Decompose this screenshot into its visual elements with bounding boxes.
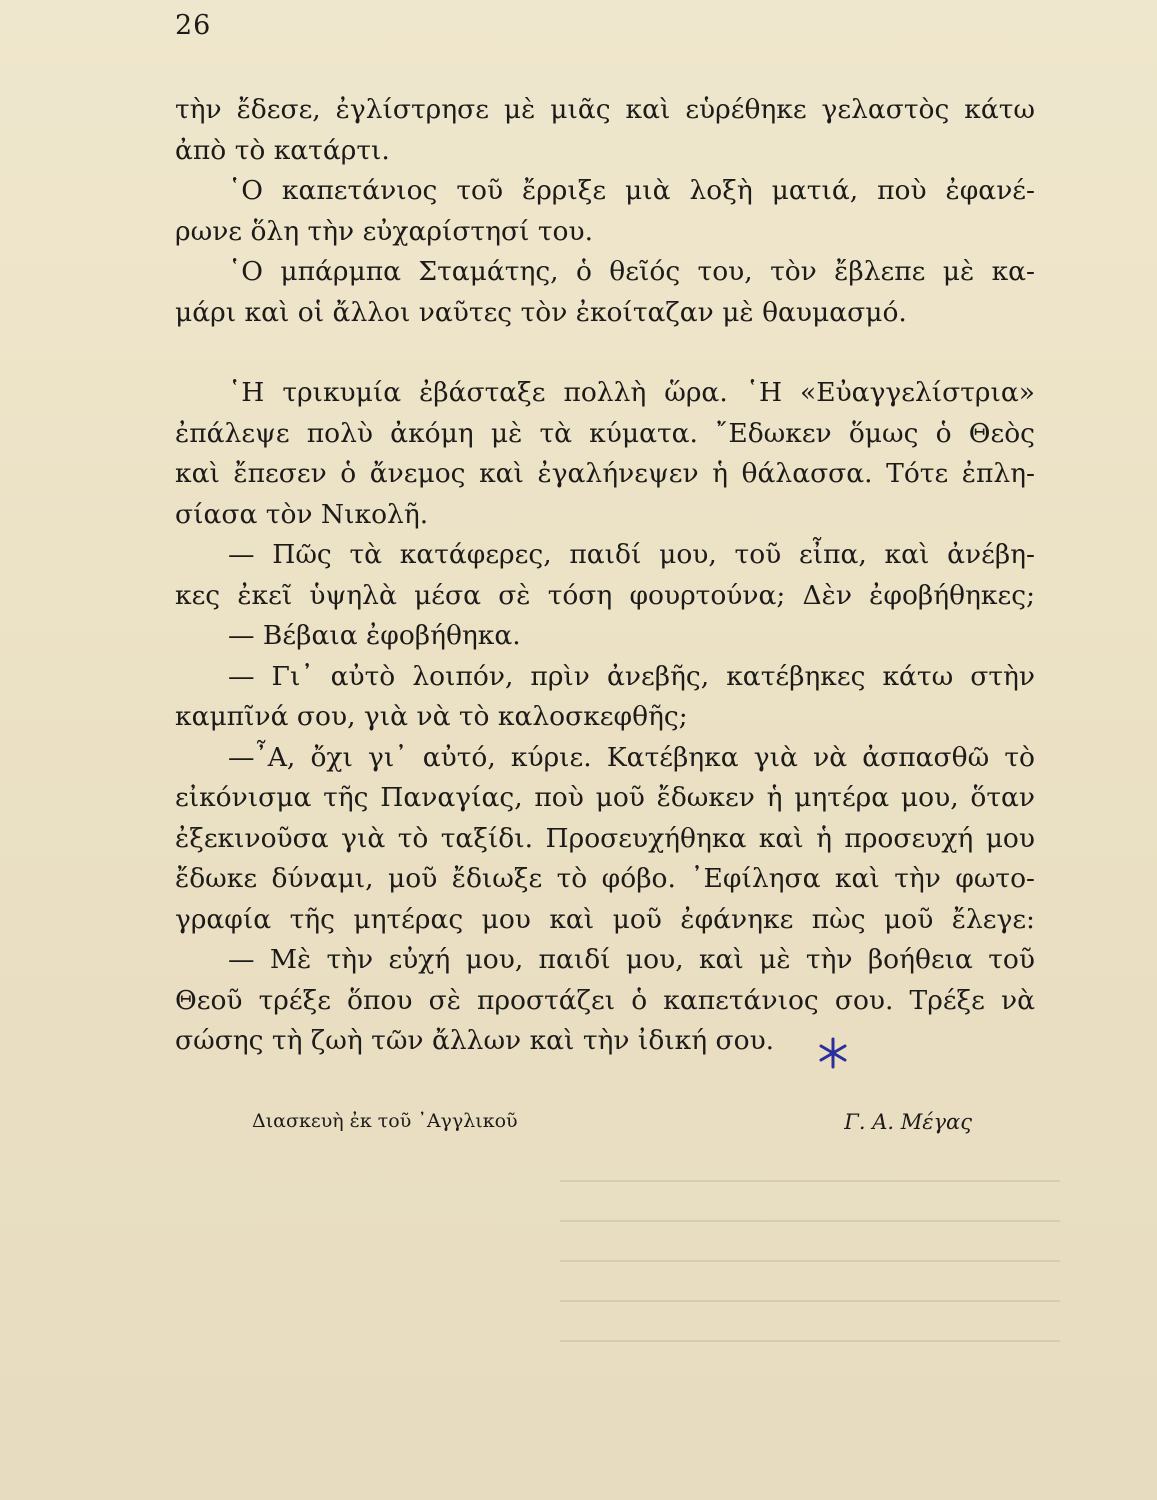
text-line: — Μὲ τὴν εὐχή μου, παιδί μου, καὶ μὲ τὴν βοήθεια τοῦ [228,944,1035,975]
text-line: γραφία τῆς μητέρας μου καὶ μοῦ ἐφάνηκε πὼς μοῦ ἔλεγε: [175,903,1035,935]
text-line: — Γι᾿ αὐτὸ λοιπόν, πρὶν ἀνεβῆς, κατέβηκες κάτω στὴν [228,660,1035,692]
text-line: εἰκόνισμα τῆς Παναγίας, ποὺ μοῦ ἔδωκεν ἡ μητέρα μου, ὅταν [175,782,1035,813]
text-line: μάρι καὶ οἱ ἄλλοι ναῦτες τὸν ἐκοίταζαν μὲ θαυμασμό. [175,296,907,328]
text-line: — Πῶς τὰ κατάφερες, παιδί μου, τοῦ εἶπα, καὶ ἀνέβη- [228,539,1035,570]
attribution-footer [252,1110,972,1140]
text-line: ἐπάλεψε πολὺ ἀκόμη μὲ τὰ κύματα. ῎Εδωκεν ὅμως ὁ Θεὸς [175,417,1035,449]
body-text [175,90,1035,1062]
reverse-page-show-through [560,1180,1060,1380]
text-line: κες ἐκεῖ ὑψηλὰ μέσα σὲ τόση φουρτούνα; Δὲν ἐφοβήθηκες; [175,579,1035,611]
text-line: ρωνε ὅλη τὴν εὐχαρίστησί του. [175,215,594,247]
text-line: —῏Α, ὄχι γι᾿ αὐτό, κύριε. Κατέβηκα γιὰ νὰ ἀσπασθῶ τὸ [228,741,1035,773]
text-line: — Βέβαια ἐφοβήθηκα. [228,620,521,651]
paragraph-gap [175,333,1035,373]
text-line: ἐξεκινοῦσα γιὰ τὸ ταξίδι. Προσευχήθηκα καὶ ἡ προσευχή μου [175,822,1035,854]
text-line: καμπῖνά σου, γιὰ νὰ τὸ καλοσκεφθῆς; [175,701,688,732]
adaptation-note: Διασκευὴ ἐκ τοῦ ᾿Αγγλικοῦ [252,1110,518,1132]
text-line: ἀπὸ τὸ κατάρτι. [175,134,390,166]
author-name: Γ. Α. Μέγας [844,1110,972,1134]
text-line: ῾Ο καπετάνιος τοῦ ἔρριξε μιὰ λοξὴ ματιά, ποὺ ἐφανέ- [228,175,1035,206]
text-line: ἔδωκε δύναμι, μοῦ ἔδιωξε τὸ φόβο. ᾿Εφίλησα καὶ τὴν φωτο- [175,863,1035,894]
text-line: ῾Ο μπάρμπα Σταμάτης, ὁ θεῖός του, τὸν ἔβλεπε μὲ κα- [228,256,1035,287]
ink-star-mark-icon [816,1036,850,1070]
text-line: καὶ ἔπεσεν ὁ ἄνεμος καὶ ἐγαλήνεψεν ἡ θάλασσα. Τότε ἐπλη- [175,458,1035,489]
page-number: 26 [175,10,212,41]
text-line: σώσης τὴ ζωὴ τῶν ἄλλων καὶ τὴν ἰδική σου. [175,1025,775,1056]
text-line: ῾Η τρικυμία ἐβάσταξε πολλὴ ὥρα. ῾Η «Εὐαγγελίστρια» [228,377,1035,408]
text-line: Θεοῦ τρέξε ὅπου σὲ προστάζει ὁ καπετάνιος σου. Τρέξε νὰ [175,984,1035,1016]
text-line: σίασα τὸν Νικολῆ. [175,498,429,530]
text-line: τὴν ἔδεσε, ἐγλίστρησε μὲ μιᾶς καὶ εὑρέθηκε γελαστὸς κάτω [175,94,1035,125]
